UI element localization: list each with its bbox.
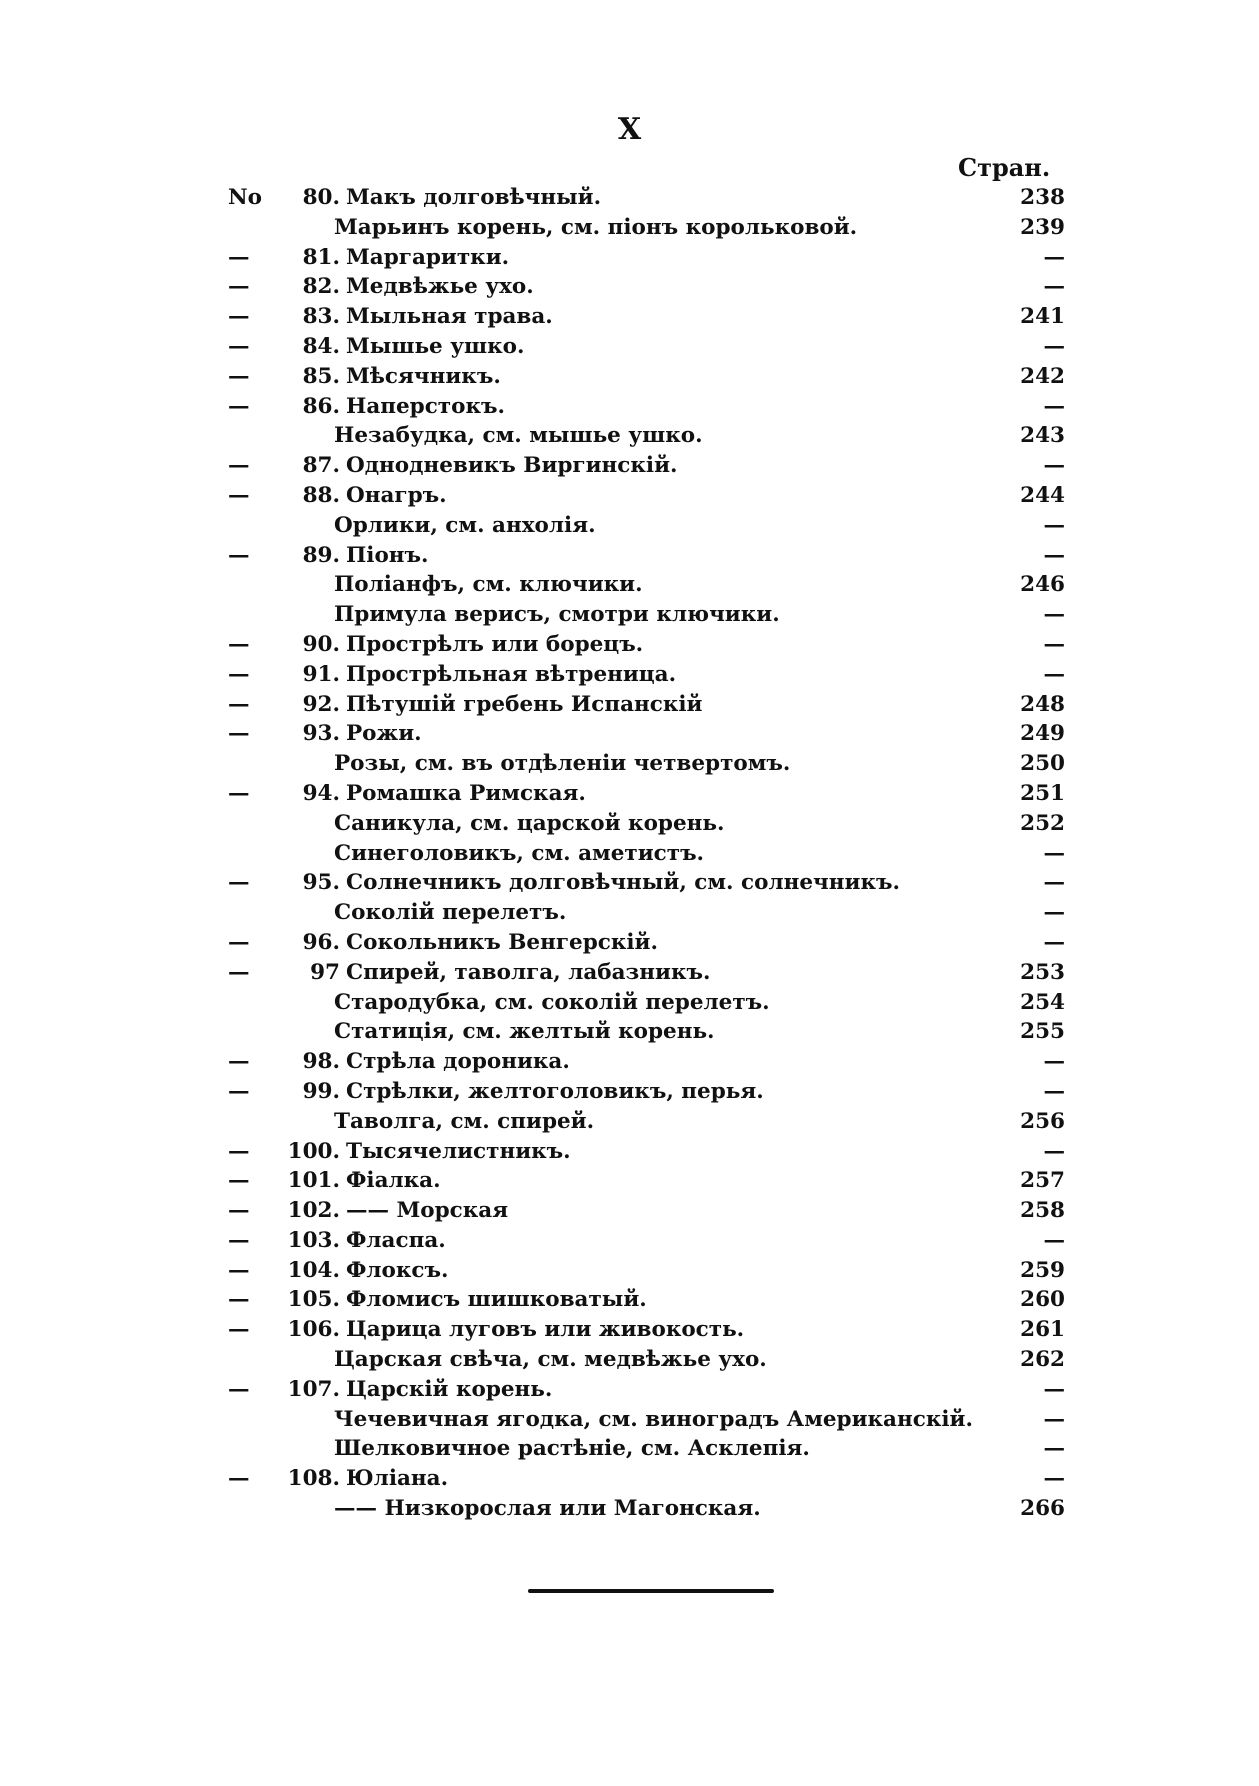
toc-entry <box>0 809 1259 839</box>
entry-number: 91. <box>302 661 340 687</box>
entry-number: 94. <box>302 780 340 806</box>
entry-number: 97 <box>310 959 340 985</box>
entry-page: 253 <box>1020 959 1065 985</box>
entry-page: 256 <box>1020 1108 1065 1134</box>
page-column-header: Стран. <box>958 153 1051 182</box>
entry-prefix: — <box>228 631 250 657</box>
entry-page: — <box>1043 870 1065 896</box>
entry-title: Піонъ. <box>346 542 429 568</box>
toc-entry <box>0 1196 1259 1226</box>
toc-entry <box>0 541 1259 571</box>
closing-rule <box>528 1589 774 1593</box>
entry-title: Орлики, см. анхолія. <box>334 512 596 538</box>
toc-entry <box>0 1464 1259 1494</box>
entry-page: 262 <box>1020 1347 1065 1373</box>
entry-page: 246 <box>1020 572 1065 598</box>
entry-number: 106. <box>287 1317 340 1343</box>
entry-prefix: No <box>228 185 262 210</box>
toc-entry <box>0 958 1259 988</box>
toc-entry <box>0 1077 1259 1107</box>
entry-page: 261 <box>1020 1317 1065 1343</box>
entry-page: — <box>1043 453 1065 479</box>
toc-entry <box>0 243 1259 273</box>
toc-entry <box>0 302 1259 332</box>
entry-prefix: — <box>228 1287 250 1313</box>
entry-number: 81. <box>302 244 340 270</box>
entry-title: Макъ долговѣчный. <box>346 185 602 210</box>
entry-prefix: — <box>228 721 250 747</box>
toc-entry <box>0 1285 1259 1315</box>
entry-page: 260 <box>1020 1287 1065 1313</box>
entry-number: 89. <box>302 542 340 568</box>
entry-title: Чечевичная ягодка, см. виноградъ Американскій. <box>334 1406 973 1432</box>
entry-page: — <box>1043 661 1065 687</box>
entry-title: Сокольникъ Венгерскій. <box>346 929 658 955</box>
toc-entry <box>0 1107 1259 1137</box>
entry-prefix: — <box>228 482 250 508</box>
entry-title: Синеголовикъ, см. аметистъ. <box>334 840 705 866</box>
entry-page: 239 <box>1020 214 1065 240</box>
entry-page: — <box>1043 512 1065 538</box>
entry-title: Юліана. <box>346 1466 449 1492</box>
entry-prefix: — <box>228 1198 250 1224</box>
entry-title: Марьинъ корень, см. піонъ корольковой. <box>334 214 858 240</box>
entry-number: 85. <box>302 363 340 389</box>
entry-title: Таволга, см. спирей. <box>334 1108 595 1134</box>
entry-prefix: — <box>228 929 250 955</box>
entry-number: 87. <box>302 453 340 479</box>
entry-prefix: — <box>228 244 250 270</box>
entry-title: Розы, см. въ отдѣленіи четвертомъ. <box>334 751 791 777</box>
entry-page: — <box>1043 1138 1065 1164</box>
entry-number: 90. <box>302 631 340 657</box>
toc-entry <box>0 928 1259 958</box>
entry-page: 241 <box>1020 304 1065 330</box>
entry-prefix: — <box>228 1466 250 1492</box>
entry-number: 103. <box>287 1227 340 1253</box>
entry-title: Статиція, см. желтый корень. <box>334 1019 715 1045</box>
toc-entry <box>0 1434 1259 1464</box>
entry-title: Царскій корень. <box>346 1376 553 1402</box>
toc-entry <box>0 570 1259 600</box>
entry-number: 102. <box>287 1198 340 1224</box>
entry-title: Маргаритки. <box>346 244 510 270</box>
entry-title: Спирей, таволга, лабазникъ. <box>346 959 711 985</box>
toc-entry <box>0 749 1259 779</box>
entry-number: 108. <box>287 1466 340 1492</box>
toc-entry <box>0 481 1259 511</box>
toc-entry <box>0 511 1259 541</box>
entry-prefix: — <box>228 1168 250 1194</box>
entry-prefix: — <box>228 393 250 419</box>
entry-title: Фіалка. <box>346 1168 441 1194</box>
entry-title: Примула верисъ, смотри ключики. <box>334 602 780 628</box>
entry-number: 105. <box>287 1287 340 1313</box>
entry-page: — <box>1043 1049 1065 1075</box>
entry-page: 249 <box>1020 721 1065 747</box>
entry-prefix: — <box>228 661 250 687</box>
toc-entry <box>0 1256 1259 1286</box>
entry-title: —— Низкорослая или Магонская. <box>334 1496 761 1522</box>
toc-entry <box>0 630 1259 660</box>
entry-number: 93. <box>302 721 340 747</box>
toc-entry <box>0 1494 1259 1524</box>
entry-number: 86. <box>302 393 340 419</box>
entry-number: 100. <box>287 1138 340 1164</box>
toc-entry <box>0 1017 1259 1047</box>
toc-entry <box>0 1405 1259 1435</box>
entry-title: Фломисъ шишковатый. <box>346 1287 647 1313</box>
toc-entry <box>0 1226 1259 1256</box>
entry-page: — <box>1043 602 1065 628</box>
entry-page: 254 <box>1020 989 1065 1015</box>
entry-prefix: — <box>228 870 250 896</box>
entry-title: Рожи. <box>346 721 422 747</box>
entry-number: 98. <box>302 1049 340 1075</box>
entry-page: 252 <box>1020 810 1065 836</box>
entry-title: Фласпа. <box>346 1227 446 1253</box>
entry-prefix: — <box>228 363 250 389</box>
toc-entry <box>0 600 1259 630</box>
entry-page: 257 <box>1020 1168 1065 1194</box>
entry-page: 242 <box>1020 363 1065 389</box>
entry-page: — <box>1043 929 1065 955</box>
entry-page: — <box>1043 1078 1065 1104</box>
entry-title: Мыльная трава. <box>346 304 553 330</box>
entry-title: —— Морская <box>346 1198 509 1224</box>
toc-entry <box>0 988 1259 1018</box>
entry-page: 258 <box>1020 1198 1065 1224</box>
entry-title: Стародубка, см. соколій перелетъ. <box>334 989 770 1015</box>
entry-title: Прострѣлъ или борецъ. <box>346 631 644 657</box>
toc-entry <box>0 332 1259 362</box>
toc-entry <box>0 1166 1259 1196</box>
toc-entry <box>0 1315 1259 1345</box>
toc-entry <box>0 839 1259 869</box>
entry-title: Солнечникъ долговѣчный, см. солнечникъ. <box>346 870 900 896</box>
entry-number: 96. <box>302 929 340 955</box>
toc-entry <box>0 898 1259 928</box>
entry-page: 250 <box>1020 751 1065 777</box>
entry-prefix: — <box>228 780 250 806</box>
entry-number: 92. <box>302 691 340 717</box>
entry-prefix: — <box>228 542 250 568</box>
page-number: X <box>617 112 642 147</box>
entry-title: Тысячелистникъ. <box>346 1138 571 1164</box>
entry-prefix: — <box>228 274 250 300</box>
entry-title: Шелковичное растѣніе, см. Асклепія. <box>334 1436 810 1462</box>
toc-entry <box>0 690 1259 720</box>
entry-page: — <box>1043 1406 1065 1432</box>
entry-page: — <box>1043 631 1065 657</box>
entry-title: Мѣсячникъ. <box>346 363 501 389</box>
toc-entry <box>0 272 1259 302</box>
entry-prefix: — <box>228 1317 250 1343</box>
entry-prefix: — <box>228 1376 250 1402</box>
entry-page: — <box>1043 1227 1065 1253</box>
toc-entry <box>0 868 1259 898</box>
entry-prefix: — <box>228 1257 250 1283</box>
entry-title: Соколій перелетъ. <box>334 900 567 926</box>
entry-title: Незабудка, см. мышье ушко. <box>334 423 703 449</box>
entry-number: 104. <box>287 1257 340 1283</box>
toc-entry <box>0 660 1259 690</box>
entry-page: 244 <box>1020 482 1065 508</box>
entry-number: 80. <box>302 185 340 210</box>
entry-number: 88. <box>302 482 340 508</box>
toc-entry <box>0 1137 1259 1167</box>
entry-page: — <box>1043 542 1065 568</box>
entry-title: Стрѣла дороника. <box>346 1049 570 1075</box>
entry-prefix: — <box>228 304 250 330</box>
entry-page: 255 <box>1020 1019 1065 1045</box>
entry-title: Однодневикъ Виргинскій. <box>346 453 678 479</box>
entry-title: Медвѣжье ухо. <box>346 274 534 300</box>
toc-entry <box>0 1375 1259 1405</box>
entry-page: — <box>1043 1466 1065 1492</box>
entry-title: Наперстокъ. <box>346 393 505 419</box>
entry-page: — <box>1043 1436 1065 1462</box>
entry-title: Прострѣльная вѣтреница. <box>346 661 677 687</box>
entry-page: 238 <box>1020 185 1065 210</box>
toc-entry <box>0 213 1259 243</box>
entry-page: — <box>1043 1376 1065 1402</box>
entry-title: Поліанфъ, см. ключики. <box>334 572 643 598</box>
entry-title: Саникула, см. царской корень. <box>334 810 725 836</box>
entry-title: Стрѣлки, желтоголовикъ, перья. <box>346 1078 764 1104</box>
entry-title: Царская свѣча, см. медвѣжье ухо. <box>334 1347 767 1373</box>
entry-title: Царица луговъ или живокость. <box>346 1317 745 1343</box>
entry-page: — <box>1043 900 1065 926</box>
entry-prefix: — <box>228 333 250 359</box>
toc-entry <box>0 183 1259 213</box>
table-of-contents <box>0 183 1259 1524</box>
entry-page: 243 <box>1020 423 1065 449</box>
entry-number: 84. <box>302 333 340 359</box>
entry-page: — <box>1043 840 1065 866</box>
entry-prefix: — <box>228 1078 250 1104</box>
entry-page: — <box>1043 274 1065 300</box>
entry-number: 82. <box>302 274 340 300</box>
toc-entry <box>0 1345 1259 1375</box>
entry-number: 99. <box>302 1078 340 1104</box>
entry-number: 83. <box>302 304 340 330</box>
entry-prefix: — <box>228 691 250 717</box>
entry-prefix: — <box>228 1049 250 1075</box>
toc-entry <box>0 421 1259 451</box>
entry-title: Ромашка Римская. <box>346 780 586 806</box>
toc-entry <box>0 779 1259 809</box>
entry-prefix: — <box>228 1138 250 1164</box>
entry-page: 248 <box>1020 691 1065 717</box>
entry-page: 251 <box>1020 780 1065 806</box>
toc-entry <box>0 392 1259 422</box>
entry-page: — <box>1043 244 1065 270</box>
toc-entry <box>0 1047 1259 1077</box>
toc-entry <box>0 719 1259 749</box>
entry-number: 95. <box>302 870 340 896</box>
entry-prefix: — <box>228 1227 250 1253</box>
entry-page: 266 <box>1020 1496 1065 1522</box>
entry-title: Мышье ушко. <box>346 333 525 359</box>
toc-entry <box>0 362 1259 392</box>
entry-title: Онагръ. <box>346 482 447 508</box>
entry-title: Флоксъ. <box>346 1257 449 1283</box>
toc-entry <box>0 451 1259 481</box>
entry-page: — <box>1043 333 1065 359</box>
entry-page: — <box>1043 393 1065 419</box>
entry-prefix: — <box>228 959 250 985</box>
entry-page: 259 <box>1020 1257 1065 1283</box>
entry-title: Пѣтушій гребень Испанскій <box>346 691 703 717</box>
entry-number: 107. <box>287 1376 340 1402</box>
entry-prefix: — <box>228 453 250 479</box>
entry-number: 101. <box>287 1168 340 1194</box>
